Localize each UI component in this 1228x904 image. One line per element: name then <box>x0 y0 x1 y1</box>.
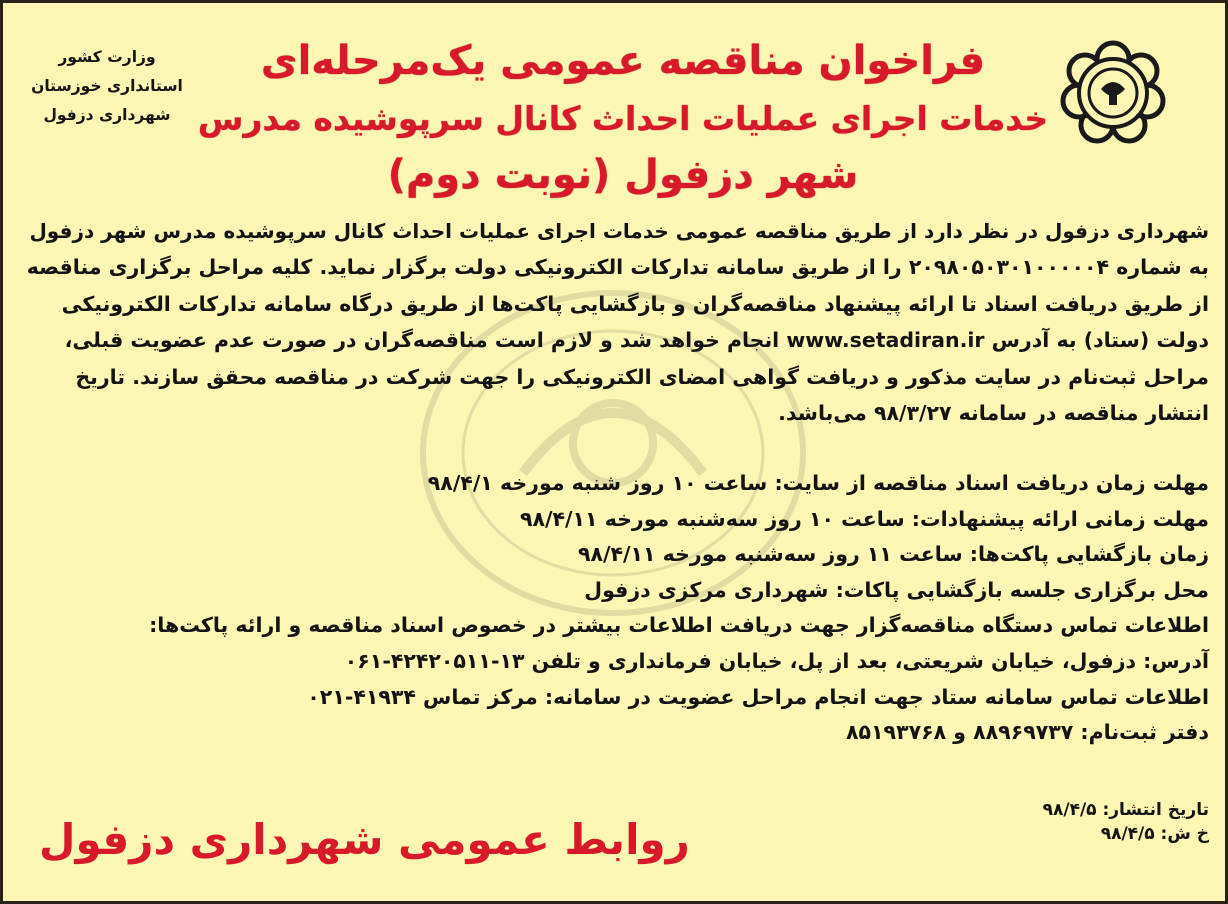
detail-bid-deadline: مهلت زمانی ارائه پیشنهادات: ساعت ۱۰ روز سه‌شنبه مورخه ۹۸/۴/۱۱ <box>520 506 1209 531</box>
municipality-emblem-icon <box>1057 37 1169 149</box>
title-line-3: شهر دزفول (نوبت دوم) <box>387 152 859 198</box>
detail-doc-deadline: مهلت زمان دریافت اسناد مناقصه از سایت: ساعت ۱۰ روز شنبه مورخه ۹۸/۴/۱ <box>427 471 1209 495</box>
public-relations-signature: روابط عمومی شهرداری دزفول <box>39 815 690 864</box>
title-line-1: فراخوان مناقصه عمومی یک‌مرحله‌ای <box>260 38 986 84</box>
detail-setad-contact: اطلاعات تماس سامانه ستاد جهت انجام مراحل عضویت در سامانه: مرکز تماس ۴۱۹۳۴-۰۲۱ <box>307 684 1209 709</box>
publication-info <box>1043 798 1209 846</box>
detail-opening-time: زمان بازگشایی پاکت‌ها: ساعت ۱۱ روز سه‌شنبه مورخه ۹۸/۴/۱۱ <box>578 542 1209 567</box>
detail-address: آدرس: دزفول، خیابان شریعتی، بعد از پل، خیابان فرمانداری و تلفن ۱۳-۴۲۴۲۰۵۱۱-۰۶۱ <box>344 648 1209 673</box>
notice-header <box>3 3 1228 201</box>
body-line: شهرداری دزفول در نظر دارد از طریق مناقصه عمومی خدمات اجرای عملیات احداث کانال سرپوشیده مدرس شهر دزفول <box>29 219 1209 243</box>
title-line-2: خدمات اجرای عملیات احداث کانال سرپوشیده مدرس <box>197 99 1049 138</box>
issuer-block <box>27 43 187 130</box>
notice-title <box>193 33 1053 204</box>
detail-contact-heading: اطلاعات تماس دستگاه مناقصه‌گزار جهت دریافت اطلاعات بیشتر در خصوص اسناد مناقصه و ارائه پاکت‌ها: <box>149 613 1209 638</box>
body-line: انتشار مناقصه در سامانه ۹۸/۳/۲۷ می‌باشد. <box>778 401 1209 426</box>
issuer-line-ministry: وزارت کشور <box>58 48 156 66</box>
body-line: مراحل ثبت‌نام در سایت مذکور و دریافت گواهی امضای الکترونیکی را جهت شرکت در مناقصه محقق سازند. تاریخ <box>75 364 1209 389</box>
issuer-line-municipality: شهرداری دزفول <box>43 106 171 124</box>
tender-details <box>17 466 1209 751</box>
reference-number: خ ش: ۹۸/۴/۵ <box>1100 824 1209 844</box>
body-line: به شماره ۲۰۹۸۰۵۰۳۰۱۰۰۰۰۰۴ را از طریق سامانه تدارکات الکترونیکی دولت برگزار نماید. کلیه مراحل برگزاری مناقصه <box>26 255 1209 280</box>
body-line: دولت (ستاد) به آدرس www.setadiran.ir انجام خواهد شد و لازم است مناقصه‌گران در صورت عدم عضویت قبلی، <box>64 328 1209 353</box>
detail-opening-venue: محل برگزاری جلسه بازگشایی پاکات: شهرداری مرکزی دزفول <box>584 577 1209 602</box>
body-line: از طریق دریافت اسناد تا ارائه پیشنهاد مناقصه‌گران و بازگشایی پاکت‌ها از طریق درگاه سامانه تدارکات الکترونیکی <box>61 291 1209 316</box>
publication-date: تاریخ انتشار: ۹۸/۴/۵ <box>1042 800 1209 820</box>
detail-registry-phones: دفتر ثبت‌نام: ۸۸۹۶۹۷۳۷ و ۸۵۱۹۳۷۶۸ <box>846 720 1209 745</box>
issuer-line-governorate: استانداری خوزستان <box>31 77 183 95</box>
notice-body <box>17 213 1209 431</box>
